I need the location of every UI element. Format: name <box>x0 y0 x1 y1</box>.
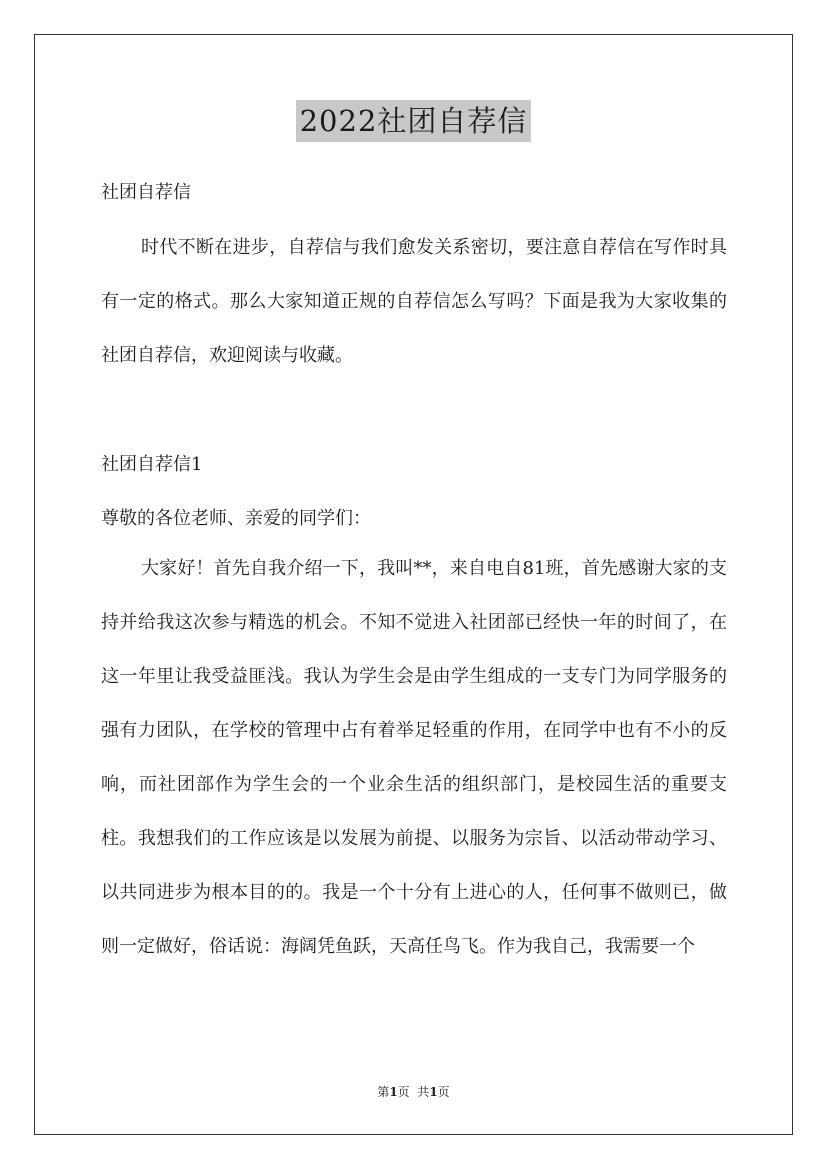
title-container <box>0 100 827 142</box>
intro-paragraph: 时代不断在进步，自荐信与我们愈发关系密切，要注意自荐信在写作时具有一定的格式。那么大家知道正规的自荐信怎么写吗？下面是我为大家收集的社团自荐信，欢迎阅读与收藏。 <box>101 237 727 366</box>
document-title: 2022社团自荐信 <box>296 100 532 142</box>
salutation: 尊敬的各位老师、亲爱的同学们： <box>101 508 371 529</box>
body-paragraph: 大家好！首先自我介绍一下，我叫**，来自电自81班，首先感谢大家的支持并给我这次参与精选的机会。不知不觉进入社团部已经快一年的时间了，在这一年里让我受益匪浅。我认为学生会是由学生组成的一支专门为同学服务的强有力团队，在学校的管理中占有着举足轻重的作用，在同学中也有不小的反响，而社团部作为学生会的一个业余生活的组织部门，是校园生活的重要支柱。我想我们的工作应该是以发展为前提、以服务为宗旨、以活动带动学习、以共同进步为根本目的的。我是一个十分有上进心的人，任何事不做则已，做则一定做好，俗话说：海阔凭鱼跃，天高任鸟飞。作为我自己，我需要一个 <box>101 558 727 957</box>
footer-page-number: 1 <box>389 1085 398 1099</box>
footer-suffix: 页 <box>437 1085 450 1099</box>
footer-mid: 页 共 <box>397 1085 430 1099</box>
footer-prefix: 第 <box>377 1085 390 1099</box>
document-subtitle: 社团自荐信 <box>101 182 191 203</box>
footer-total-pages: 1 <box>429 1085 438 1099</box>
section-heading: 社团自荐信1 <box>101 454 203 475</box>
page-footer <box>0 1084 827 1100</box>
